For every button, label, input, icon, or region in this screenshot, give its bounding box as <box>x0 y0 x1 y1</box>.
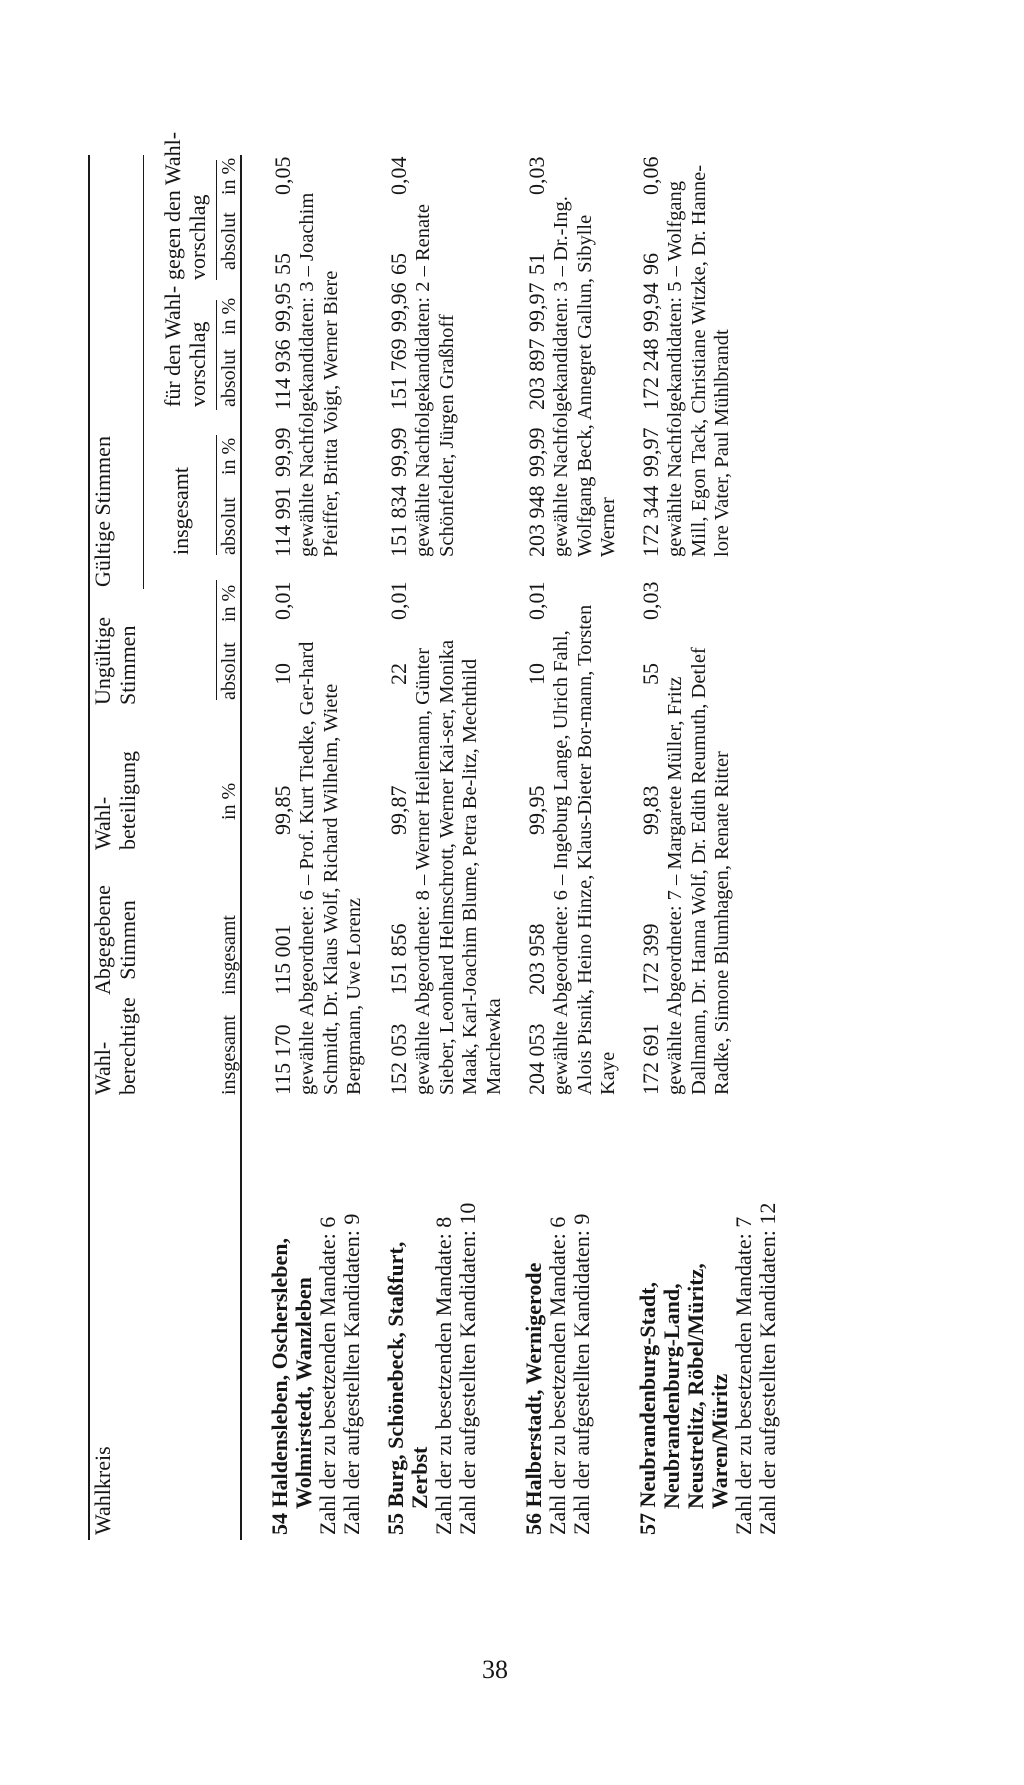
beteiligung-value: 99,85 <box>270 785 295 835</box>
fuer-pct-value: 99,95 <box>270 282 295 332</box>
wahlkreis-name: Waren/Müritz <box>707 1373 732 1509</box>
ungueltig-pct-value: 0,01 <box>386 581 411 620</box>
ungueltig-abs-value: 22 <box>386 663 411 685</box>
sub-in-pct-gegen: in % <box>218 157 240 195</box>
gueltig-abs-value: 172 344 <box>638 485 663 557</box>
sub-in-pct-ungueltig: in % <box>218 584 240 622</box>
table-row <box>384 1095 480 1535</box>
gueltig-pct-value: 99,99 <box>386 427 411 477</box>
table-row <box>522 1095 594 1535</box>
sub-insgesamt-2: insgesamt <box>218 915 240 995</box>
kandidaten-count: Zahl der aufgestellten Kandidaten: 9 <box>339 1213 364 1535</box>
gegen-abs-value: 65 <box>386 253 411 275</box>
kandidaten-count: Zahl der aufgestellten Kandidaten: 9 <box>569 1213 594 1535</box>
sub-in-pct-beteiligung: in % <box>218 782 240 820</box>
header-fuer-line1: für den Wahl- <box>160 285 185 407</box>
sub-insgesamt-1: insgesamt <box>218 1015 240 1095</box>
wahlkreis-name: Burg, Schönebeck, Staßfurt, <box>383 1241 408 1508</box>
ungueltig-sub-rule <box>216 580 217 700</box>
sub-absolut-fuer: absolut <box>218 349 240 407</box>
ungueltig-pct-value: 0,03 <box>638 581 663 620</box>
header-fuer-group <box>160 286 210 407</box>
wahlkreis-name-line <box>292 1095 316 1535</box>
wahlberechtigte-value: 115 170 <box>270 1024 295 1095</box>
wahlkreis-name-line <box>708 1095 732 1535</box>
header-insgesamt-group: insgesamt <box>168 467 193 555</box>
header-wahlbeteiligung <box>90 751 140 850</box>
ungueltig-abs-value: 55 <box>638 663 663 685</box>
header-ungueltige <box>90 617 140 705</box>
ungueltig-pct-value: 0,01 <box>524 581 549 620</box>
gegen-abs-value: 55 <box>270 253 295 275</box>
page-number: 38 <box>482 1655 508 1684</box>
fuer-pct-value: 99,94 <box>638 282 663 332</box>
fuer-abs-value: 203 897 <box>524 338 549 410</box>
abgeordnete-text: gewählte Abgeordnete: 6 – Prof. Kurt Tiedke, Ger-hard Schmidt, Dr. Klaus Wolf, Richard Wilhelm, Wiete Bergmann, Uwe Lorenz <box>296 641 365 1095</box>
gegen-abs-value: 51 <box>524 253 549 275</box>
abgegebene-value: 203 958 <box>524 923 549 995</box>
header-abgegebene-line2: Stimmen <box>115 900 140 980</box>
wahlkreis-name-line <box>268 1095 292 1535</box>
header-wahlkreis: Wahlkreis <box>90 1446 115 1535</box>
wahlkreis-number: 57 <box>635 1513 660 1535</box>
abgegebene-value: 151 856 <box>386 923 411 995</box>
mandate-count: Zahl der zu besetzenden Mandate: 6 <box>545 1216 570 1535</box>
fuer-abs-value: 172 248 <box>638 338 663 410</box>
gueltig-pct-value: 99,99 <box>270 427 295 477</box>
gueltig-pct-value: 99,97 <box>638 427 663 477</box>
wahlkreis-number: 56 <box>521 1513 546 1535</box>
mandate-count: Zahl der zu besetzenden Mandate: 6 <box>315 1216 340 1535</box>
nachfolge-text: gewählte Nachfolgekandidaten: 3 – Dr.-Ing. Wolfgang Beck, Annegret Gallun, Sibylle Werner <box>550 196 619 557</box>
gegen-abs-value: 96 <box>638 253 663 275</box>
beteiligung-value: 99,95 <box>524 785 549 835</box>
sub-absolut-insgesamt: absolut <box>218 497 240 555</box>
header-wahlberechtigte-line1: Wahl- <box>90 1041 115 1095</box>
abgegebene-value: 172 399 <box>638 923 663 995</box>
gegen-pct-value: 0,06 <box>638 156 663 195</box>
wahlkreis-name: Wolmirstedt, Wanzleben <box>291 1277 316 1509</box>
nachfolge-text: gewählte Nachfolgekandidaten: 3 – Joachim Pfeiffer, Britta Voigt, Werner Biere <box>296 192 342 557</box>
sub-absolut-gegen: absolut <box>218 212 240 270</box>
header-gegen-group <box>160 132 210 280</box>
fuer-sub-rule <box>216 300 217 410</box>
gueltige-group-rule <box>143 155 144 589</box>
wahlkreis-name-line <box>684 1095 708 1535</box>
kandidaten-count: Zahl der aufgestellten Kandidaten: 12 <box>755 1202 780 1535</box>
mandate-count: Zahl der zu besetzenden Mandate: 7 <box>731 1216 756 1535</box>
header-wahlberechtigte <box>90 997 140 1095</box>
wahlkreis-name: Neubrandenburg-Stadt, <box>635 1281 660 1508</box>
gueltig-abs-value: 151 834 <box>386 485 411 557</box>
header-gueltige: Gültige Stimmen <box>90 436 115 587</box>
ungueltig-pct-value: 0,01 <box>270 581 295 620</box>
wahlberechtigte-value: 204 053 <box>524 1023 549 1095</box>
header-ungueltige-line2: Stimmen <box>115 625 140 705</box>
gueltig-abs-value: 114 991 <box>270 486 295 557</box>
wahlkreis-name: Zerbst <box>407 1446 432 1509</box>
fuer-abs-value: 151 769 <box>386 338 411 410</box>
abgeordnete-text: gewählte Abgeordnete: 6 – Ingeburg Lange, Ulrich Fahl, Alois Pisnik, Heino Hinze, Klaus-Dieter Bor-mann, Torsten Kaye <box>550 604 619 1095</box>
mandate-count: Zahl der zu besetzenden Mandate: 8 <box>431 1216 456 1535</box>
wahlkreis-name-line <box>408 1095 432 1535</box>
header-wahlbeteiligung-line2: beteiligung <box>115 751 140 850</box>
sub-absolut-ungueltig: absolut <box>218 642 240 700</box>
wahlkreis-name: Halberstadt, Wernigerode <box>521 1262 546 1508</box>
gegen-pct-value: 0,03 <box>524 156 549 195</box>
fuer-abs-value: 114 936 <box>270 339 295 410</box>
abgeordnete-text: gewählte Abgeordnete: 8 – Werner Heilemann, Günter Sieber, Leonhard Helmschrott, Werner Kai-ser, Monika Maak, Karl-Joachim Blume, Petra Be-litz, Mechthild Marchewka <box>412 639 505 1095</box>
sub-in-pct-insgesamt: in % <box>218 437 240 475</box>
header-gegen-line2: vorschlag <box>185 194 210 280</box>
gueltig-pct-value: 99,99 <box>524 427 549 477</box>
fuer-pct-value: 99,97 <box>524 282 549 332</box>
wahlkreis-name-line <box>660 1095 684 1535</box>
wahlkreis-name-line <box>384 1095 408 1535</box>
gegen-sub-rule <box>216 160 217 280</box>
wahlkreis-name-line <box>636 1095 660 1535</box>
header-wahlberechtigte-line2: berechtigte <box>115 997 140 1095</box>
abgegebene-value: 115 001 <box>270 924 295 995</box>
sub-in-pct-fuer: in % <box>218 297 240 335</box>
kandidaten-count: Zahl der aufgestellten Kandidaten: 10 <box>455 1202 480 1535</box>
beteiligung-value: 99,83 <box>638 785 663 835</box>
abgeordnete-text: gewählte Abgeordnete: 7 – Margarete Müller, Fritz Dallmann, Dr. Hanna Wolf, Dr. Edith Reumuth, Detlef Radke, Simone Blumhagen, Renate Ritter <box>664 647 733 1095</box>
gueltig-abs-value: 203 948 <box>524 485 549 557</box>
wahlkreis-name: Haldensleben, Oschersleben, <box>267 1237 292 1508</box>
insgesamt-sub-rule <box>216 435 217 555</box>
wahlberechtigte-value: 172 691 <box>638 1023 663 1095</box>
table-row <box>636 1095 780 1535</box>
header-abgegebene-line1: Abgegebene <box>90 885 115 995</box>
header-abgegebene <box>90 885 140 995</box>
wahlkreis-name: Neustrelitz, Röbel/Müritz, <box>683 1263 708 1509</box>
wahlkreis-number: 54 <box>267 1513 292 1535</box>
table-row <box>268 1095 364 1535</box>
gegen-pct-value: 0,05 <box>270 156 295 195</box>
header-gegen-line1: gegen den Wahl- <box>160 131 185 280</box>
wahlberechtigte-value: 152 053 <box>386 1023 411 1095</box>
wahlkreis-name: Neubrandenburg-Land, <box>659 1283 684 1509</box>
wahlkreis-name-line <box>522 1095 546 1535</box>
header-wahlbeteiligung-line1: Wahl- <box>90 796 115 850</box>
gegen-pct-value: 0,04 <box>386 156 411 195</box>
header-fuer-line2: vorschlag <box>185 321 210 407</box>
header-ungueltige-line1: Ungültige <box>90 617 115 705</box>
nachfolge-text: gewählte Nachfolgekandidaten: 2 – Renate Schönfelder, Jürgen Graßhoff <box>412 204 458 557</box>
beteiligung-value: 99,87 <box>386 785 411 835</box>
ungueltig-abs-value: 10 <box>524 663 549 685</box>
nachfolge-text: gewählte Nachfolgekandidaten: 5 – Wolfgang Mill, Egon Tack, Christiane Witzke, Dr. Hanne-lore Vater, Paul Mühlbrandt <box>664 164 733 557</box>
wahlkreis-number: 55 <box>383 1513 408 1535</box>
ungueltig-abs-value: 10 <box>270 663 295 685</box>
fuer-pct-value: 99,96 <box>386 282 411 332</box>
